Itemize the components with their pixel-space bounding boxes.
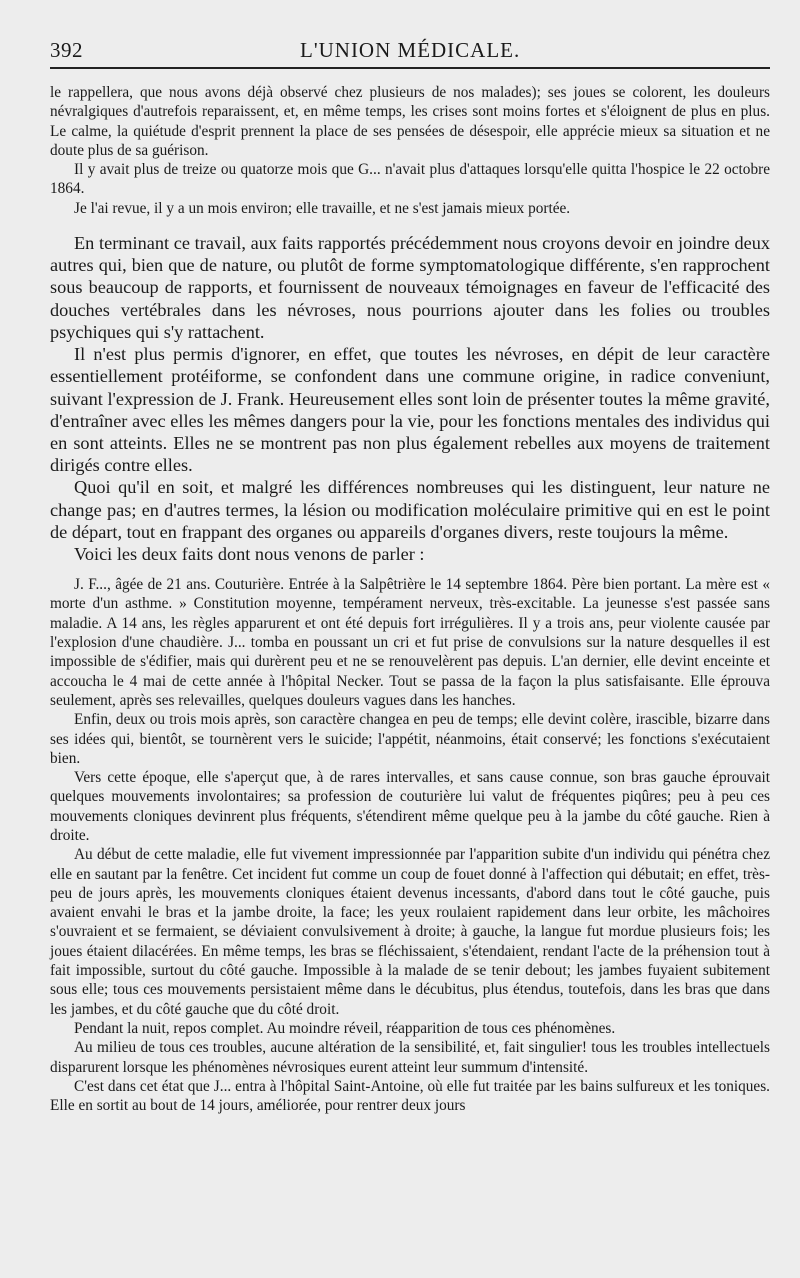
- paragraph: Je l'ai revue, il y a un mois environ; elle travaille, et ne s'est jamais mieux portée.: [74, 199, 571, 217]
- case-paragraph: Enfin, deux ou trois mois après, son caractère changea en peu de temps; elle devint colère, irascible, bizarre dans ses idées qui, bientôt, se tournèrent vers le suicide; l'appétit, néanmoins, était conservé; les fonctions s'exécutaient bien.: [50, 711, 770, 767]
- case-paragraph: Pendant la nuit, repos complet. Au moindre réveil, réapparition de tous ces phénomènes.: [74, 1019, 616, 1037]
- case-paragraph: C'est dans cet état que J... entra à l'hôpital Saint-Antoine, où elle fut traitée par les bains sulfureux et les toniques. Elle en sortit au bout de 14 jours, améliorée, pour rentrer deux jours: [50, 1077, 770, 1115]
- running-header: [50, 38, 770, 69]
- paragraph: Quoi qu'il en soit, et malgré les différences nombreuses qui les distinguent, leur nature ne change pas; en d'autres termes, la lésion ou modification moléculaire primitive qui en est le point de départ, tout en frappant des organes ou appareils d'organes divers, reste toujours la même.: [50, 477, 770, 542]
- case-paragraph: Vers cette époque, elle s'aperçut que, à de rares intervalles, et sans cause connue, son bras gauche éprouvait quelques mouvements involontaires; sa profession de couturière lui valut de fréquentes piqûres; peu à peu ces mouvements cloniques devinrent plus fréquents, s'étendirent même quelque peu à la jambe du côté gauche. Rien à droite.: [50, 769, 770, 844]
- paragraph: Il y avait plus de treize ou quatorze mois que G... n'avait plus d'attaques lorsqu'elle quitta l'hospice le 22 octobre 1864.: [50, 161, 770, 198]
- paragraph: En terminant ce travail, aux faits rapportés précédemment nous croyons devoir en joindre deux autres qui, bien que de nature, ou plutôt de forme symptomatologique différente, s'en rapprochent sous beaucoup de rapports, et fournissent de nouveaux témoignages en faveur de l'efficacité des douches vertébrales dans les névroses, nous pourrions ajouter dans les folies ou troubles psychiques qui s'y rattachent.: [50, 233, 770, 342]
- paragraph: le rappellera, que nous avons déjà observé chez plusieurs de nos malades); ses joues se colorent, les douleurs névralgiques d'autrefois reparaissent, et, en même temps, les crises sont moins fortes et s'éloignent de plus en plus. Le calme, la quiétude d'esprit prennent la place de ses pensées de désespoir, elle apprécie mieux sa situation et ne doute plus de sa guérison.: [50, 84, 770, 159]
- case-paragraph: Au début de cette maladie, elle fut vivement impressionnée par l'apparition subite d'un individu qui pénétra chez elle en sautant par la fenêtre. Cet incident fut comme un coup de fouet donné à l'affection qui débutait; en effet, très-peu de jours après, les mouvements cloniques étaient devenus incessants, d'abord dans tout le côté gauche, puis avaient envahi le bras et la jambe droite, la face; les yeux roulaient rapidement dans leur orbite, les mâchoires s'ouvraient et se fermaient, se déviaient convulsivement à droite; à gauche, la langue fut mordue plusieurs fois; les joues étaient dilacérées. En même temps, les bras se fléchissaient, s'étendaient, rendant l'acte de la préhension tout à fait impossible, surtout du côté gauche. Impossible à la malade de se tenir debout; les jambes fuyaient subitement sous elle; tous ces mouvements persistaient même dans le décubitus, plus étendus, toutefois, dans les bras que dans les jambes, et du côté gauche que du côté droit.: [50, 846, 770, 1018]
- paragraph: Voici les deux faits dont nous venons de parler :: [74, 543, 425, 564]
- case-paragraph: J. F..., âgée de 21 ans. Couturière. Entrée à la Salpêtrière le 14 septembre 1864. Père bien portant. La mère est « morte d'un asthme. » Constitution moyenne, tempérament nerveux, très-excitable. La jeunesse s'est passée sans maladie. A 14 ans, les règles apparurent et ont été depuis fort irrégulières. Il y a trois ans, peur violente causée par l'explosion d'une chaudière. J... tomba en poussant un cri et fut prise de convulsions sur la nature desquelles il est impossible de s'édifier, mais qui durèrent peu et ne se renouvelèrent pas depuis. L'an dernier, elle devint enceinte et accoucha le 4 mai de cette année à l'hôpital Necker. Tout se passa de la façon la plus satisfaisante. Elle éprouva seulement, après ses relevailles, quelques douleurs vagues dans les hanches.: [50, 576, 770, 709]
- page-number: 392: [50, 38, 83, 62]
- case-paragraph: Au milieu de tous ces troubles, aucune altération de la sensibilité, et, fait singulier! tous les troubles intellectuels disparurent lorsque les phénomènes névrosiques eurent atteint leur summum d'intensité.: [50, 1039, 770, 1076]
- paragraph: Il n'est plus permis d'ignorer, en effet, que toutes les névroses, en dépit de leur caractère essentiellement protéiforme, se confondent dans une commune origine, in radice conveniunt, suivant l'expression de J. Frank. Heureusement elles sont loin de présenter toutes la même gravité, d'entraîner avec elles les mêmes dangers pour la vie, pour les fonctions mentales des individus qui en sont atteints. Elles ne se montrent pas non plus également rebelles aux moyens de traitement dirigés contre elles.: [50, 344, 770, 476]
- journal-title: L'UNION MÉDICALE.: [300, 38, 521, 62]
- article-body: [50, 83, 770, 1115]
